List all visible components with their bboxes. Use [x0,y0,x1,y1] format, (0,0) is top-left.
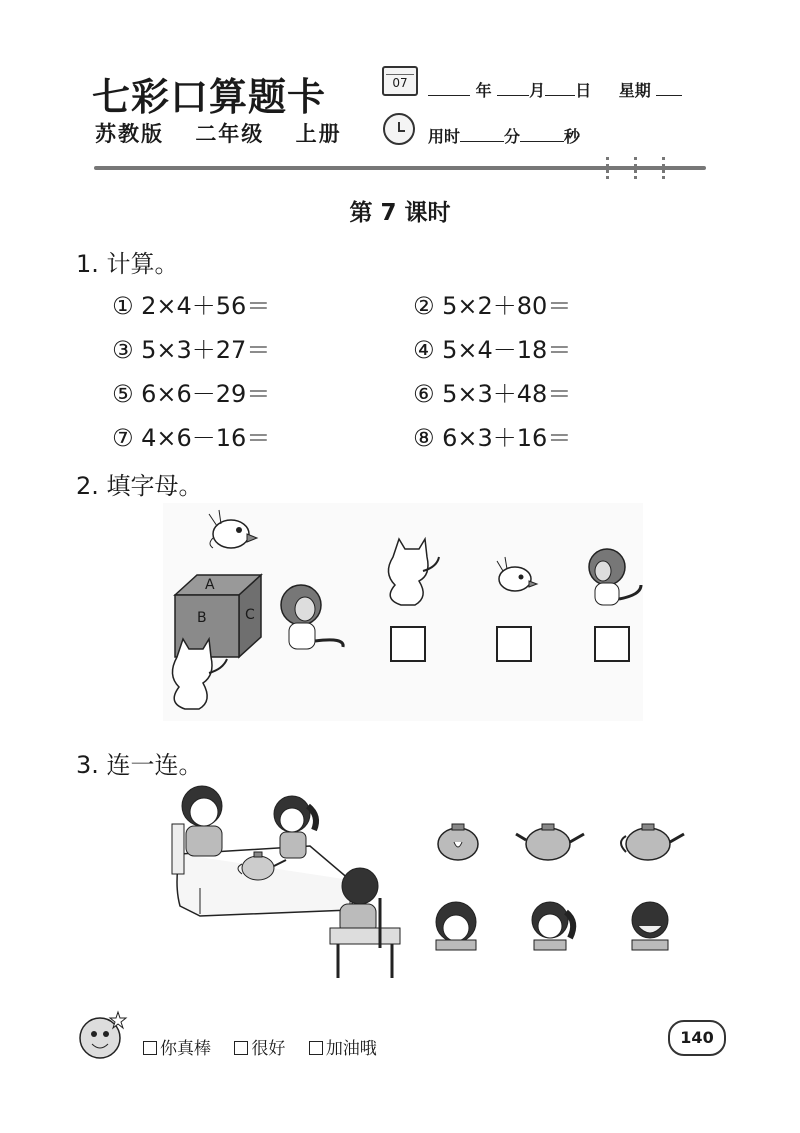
answer-box-cat[interactable] [390,626,426,662]
divider-dots [606,157,690,183]
rating-options [143,1034,395,1059]
equation-5: ⑤ 6×6－29＝ [112,380,271,408]
bird-icon [209,510,257,548]
cube-face-a: A [205,577,215,593]
time-fill-line [428,124,580,147]
date-fill-line [428,78,682,101]
rating-great[interactable] [143,1039,211,1059]
child-head-boy-icon [436,902,476,950]
answer-box-bird[interactable] [496,626,532,662]
equation-8: ⑧ 6×3＋16＝ [413,424,572,452]
rating-great-label: 你真棒 [160,1039,211,1059]
cat-view-icon [388,539,439,605]
rating-keep-going-checkbox[interactable] [309,1041,323,1055]
day-label: 日 [575,81,592,100]
equation-1: ① 2×4＋56＝ [112,292,271,320]
child-head-back-icon [632,902,668,950]
monkey-icon [281,585,343,649]
lesson-title: 第 7 课时 [349,200,451,226]
rating-good-checkbox[interactable] [234,1041,248,1055]
rating-great-checkbox[interactable] [143,1041,157,1055]
question-2-title: 2. 填字母。 [76,472,203,500]
year-label: 年 [475,81,492,100]
teapot-view-1-icon [438,824,478,860]
teapot-view-2-icon [516,824,584,860]
bird-view-icon [497,557,537,591]
equation-3: ③ 5×3＋27＝ [112,336,271,364]
brand-title: 七彩口算题卡 [92,75,327,119]
second-label: 秒 [564,127,581,146]
calendar-icon: 07 [382,66,418,96]
weekday-blank[interactable] [656,95,682,96]
equation-2: ② 5×2＋80＝ [413,292,572,320]
rating-keep-going[interactable] [309,1039,377,1059]
minute-label: 分 [504,127,521,146]
rating-keep-going-label: 加油哦 [325,1039,377,1059]
rating-good[interactable] [234,1039,285,1059]
second-blank[interactable] [520,141,564,142]
question-2-scene [163,503,643,721]
question-1-title: 1. 计算。 [76,250,179,278]
page-number: 140 [668,1020,726,1056]
year-blank[interactable] [428,95,470,96]
edition-grade: 二年级 [195,122,265,146]
question-3-scene [160,784,700,984]
teapot-view-3-icon [621,824,684,860]
cube-face-c: C [245,607,255,623]
mascot-icon [74,1008,132,1066]
equation-7: ⑦ 4×6－16＝ [112,424,271,452]
month-blank[interactable] [497,95,529,96]
clock-icon [383,113,415,145]
monkey-view-icon [589,549,641,605]
weekday-label: 星期 [618,81,651,100]
day-blank[interactable] [545,95,575,96]
equation-4: ④ 5×4－18＝ [413,336,572,364]
rating-good-label: 很好 [251,1039,286,1059]
child-head-girl-icon [532,902,573,950]
edition-publisher: 苏教版 [95,122,164,146]
equation-6: ⑥ 5×3＋48＝ [413,380,572,408]
question-3-illustration [160,784,700,984]
time-used-label: 用时 [428,127,461,146]
minute-blank[interactable] [460,141,504,142]
edition-volume: 上册 [295,122,342,146]
edition-line [95,118,364,148]
question-2-illustration [163,503,643,721]
answer-box-monkey[interactable] [594,626,630,662]
cube-face-b: B [197,610,207,626]
month-label: 月 [529,81,546,100]
question-3-title: 3. 连一连。 [76,751,203,779]
